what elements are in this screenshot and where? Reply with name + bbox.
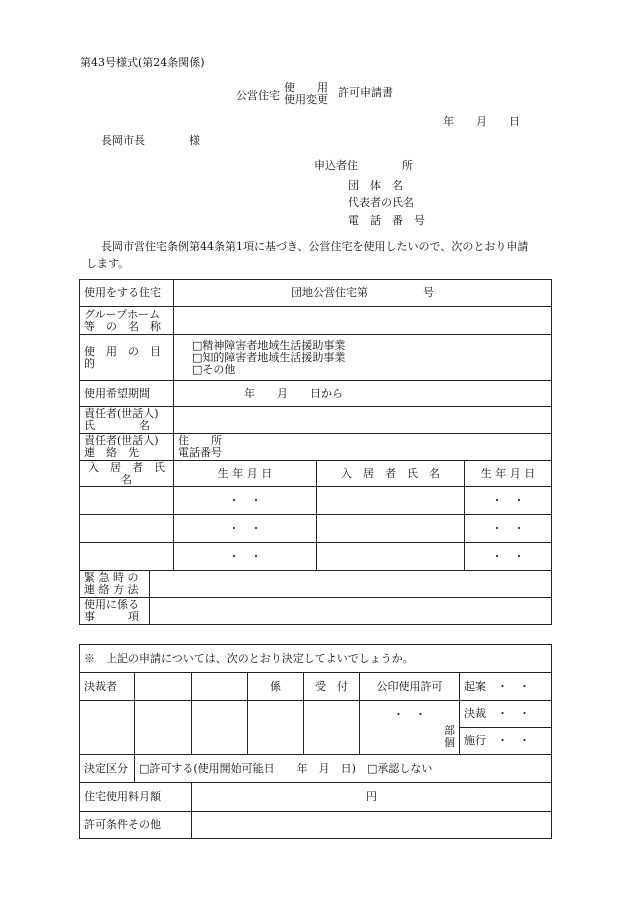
birthdate-cell[interactable]: ・ ・ [174,487,317,515]
purpose-options[interactable] [174,335,552,381]
application-table [79,279,552,625]
approver-box-2[interactable] [192,701,248,755]
resident-name-cell[interactable] [80,487,174,515]
resident-name-cell[interactable] [317,543,465,571]
purpose-option-intellectual[interactable]: □知的障害者地域生活援助事業 [192,350,346,364]
period-label: 使用希望期間 [80,381,174,407]
uketsuke-box[interactable] [304,701,360,755]
date-line: 年 月 日 [443,115,520,128]
title-option-use: 使 用 [284,81,328,94]
birthdate-header-2: 生 年 月 日 [465,461,552,487]
approver-label: 決裁者 [80,673,135,701]
shiko-cell[interactable]: 施行 ・ ・ [460,728,552,755]
permit-conditions-field[interactable] [192,812,552,839]
bu-label: 部 [444,724,455,737]
intro-text-2: します。 [86,257,130,270]
birthdate-cell[interactable]: ・ ・ [174,515,317,543]
approver-box-1[interactable] [135,701,192,755]
contact-phone-sublabel: 電話番号 [178,446,222,459]
approver-stamp-2[interactable] [192,673,248,701]
birthdate-header-1: 生 年 月 日 [174,461,317,487]
title-suffix: 許可申請書 [338,86,393,99]
decision-category-label: 決定区分 [80,755,135,783]
purpose-option-mental[interactable]: □精神障害者地域生活援助事業 [192,338,346,352]
public-seal-header: 公印使用許可 [360,673,460,701]
birthdate-cell[interactable]: ・ ・ [465,487,552,515]
emergency-contact-label: 緊 急 時 の 連 絡 方 法 [80,571,150,598]
period-value[interactable]: 年 月 日から [174,381,552,407]
addressee: 長岡市長 様 [101,134,200,147]
group-home-field[interactable] [174,307,552,335]
resident-name-cell[interactable] [317,487,465,515]
monthly-fee-value[interactable]: 円 [192,783,552,812]
resident-name-cell[interactable] [317,515,465,543]
responsible-name-field[interactable] [174,407,552,434]
resident-name-header-1: 入 居 者 氏 名 [80,461,174,487]
public-seal-box[interactable]: ・ ・ 部 個 [360,701,460,755]
title-option-change: 使用変更 [284,93,328,106]
decision-table [79,644,552,839]
decision-category-value[interactable]: □許可する(使用開始可能日 年 月 日) □承認しない [135,755,552,783]
kessai-cell[interactable]: 決裁 ・ ・ [460,701,552,728]
responsible-contact-label: 責任者(世話人) 連 絡 先 [80,434,174,461]
kakari-header: 係 [248,673,304,701]
intro-text-1: 長岡市営住宅条例第44条第1項に基づき、公営住宅を使用したいので、次のとおり申請 [101,240,529,253]
approver-blank[interactable] [80,701,135,755]
birthdate-cell[interactable]: ・ ・ [174,543,317,571]
applicant-phone-label: 電 話 番 号 [348,214,425,227]
uketsuke-header: 受 付 [304,673,360,701]
ko-label: 個 [444,736,455,749]
usage-matters-field[interactable] [150,598,552,625]
usage-matters-label: 使用に係る 事 項 [80,598,150,625]
group-home-label: グループホーム 等 の 名 称 [80,307,174,335]
form-number: 第43号様式(第24条関係) [80,56,205,69]
emergency-contact-field[interactable] [150,571,552,598]
purpose-label: 使 用 の 目 的 [80,335,174,381]
housing-value[interactable]: 団地公営住宅第 号 [174,280,552,307]
resident-name-cell[interactable] [80,543,174,571]
housing-label: 使用をする住宅 [80,280,174,307]
resident-name-header-2: 入 居 者 氏 名 [317,461,465,487]
purpose-option-other[interactable]: □その他 [192,362,236,376]
permit-conditions-label: 許可条件その他 [80,812,192,839]
applicant-org-label: 団 体 名 [348,179,403,192]
applicant-address-label: 申込者住 所 [314,159,413,172]
responsible-contact-field[interactable] [174,434,552,461]
kakari-box[interactable] [248,701,304,755]
applicant-rep-label: 代表者の氏名 [348,196,414,209]
birthdate-cell[interactable]: ・ ・ [465,543,552,571]
birthdate-cell[interactable]: ・ ・ [465,515,552,543]
decision-note: ※ 上記の申請については、次のとおり決定してよいでしょうか。 [80,645,552,673]
contact-address-sublabel: 住 所 [178,434,222,447]
approver-stamp-1[interactable] [135,673,192,701]
resident-name-cell[interactable] [80,515,174,543]
monthly-fee-label: 住宅使用料月額 [80,783,192,812]
title-prefix: 公営住宅 [236,89,280,102]
responsible-name-label: 責任者(世話人) 氏 名 [80,407,174,434]
kian-cell[interactable]: 起案 ・ ・ [460,673,552,701]
